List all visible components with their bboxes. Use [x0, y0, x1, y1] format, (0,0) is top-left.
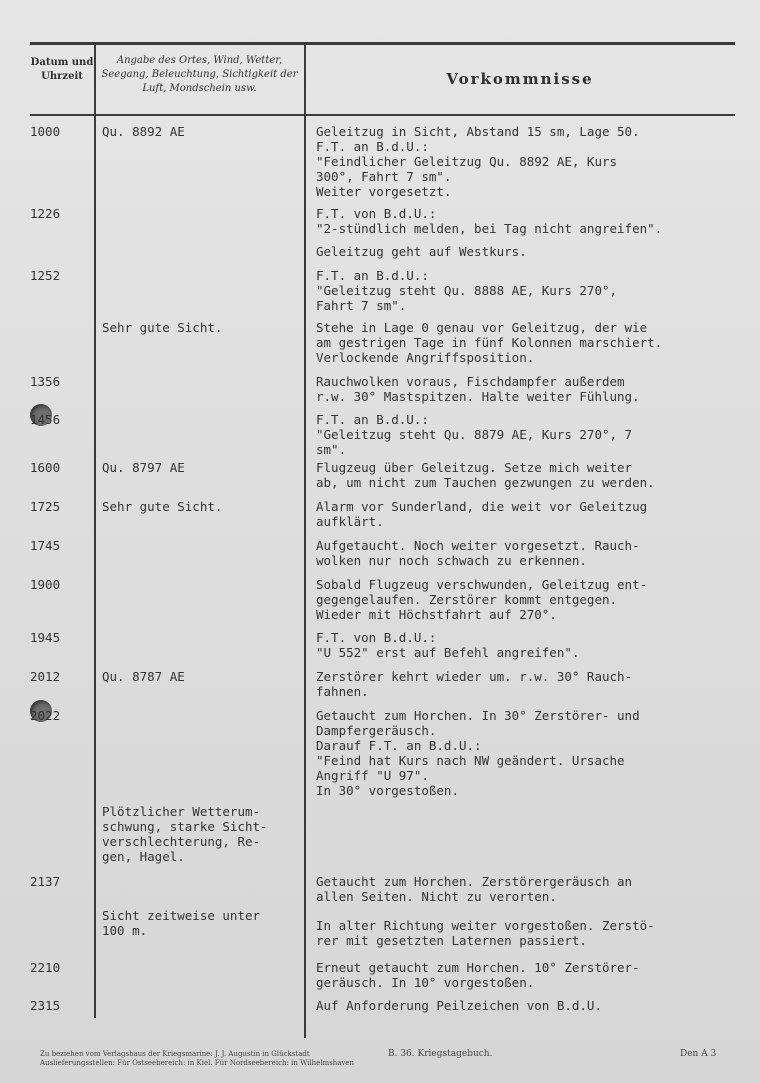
entry-event: Erneut getaucht zum Horchen. 10° Zerstörer- geräusch. In 10° vorgestoßen.: [316, 960, 640, 990]
entry-event: F.T. an B.d.U.: "Geleitzug steht Qu. 8888 AE, Kurs 270°, Fahrt 7 sm".: [316, 268, 618, 313]
entry-event: Geleitzug geht auf Westkurs.: [316, 244, 527, 259]
entry-event: Rauchwolken voraus, Fischdampfer außerdem r.w. 30° Mastspitzen. Halte weiter Fühlung.: [316, 374, 640, 404]
column-divider-1: [94, 42, 96, 1018]
footer-form-code: Den A 3: [680, 1049, 717, 1059]
entry-event: Sobald Flugzeug verschwunden, Geleitzug ent- gegengelaufen. Zerstörer kommt entgegen. Wieder mit Höchstfahrt auf 270°.: [316, 577, 648, 622]
entry-place: Sicht zeitweise unter 100 m.: [102, 908, 261, 938]
entry-time: 1000: [30, 124, 61, 139]
header-date-time: Datum und Uhrzeit: [30, 57, 94, 82]
entry-event: Geleitzug in Sicht, Abstand 15 sm, Lage 50. F.T. an B.d.U.: "Feindlicher Geleitzug Qu. 8892 AE, Kurs 300°, Fahrt 7 sm". Weiter vorgesetzt.: [316, 124, 640, 199]
entry-event: Zerstörer kehrt wieder um. r.w. 30° Rauch- fahnen.: [316, 669, 633, 699]
entry-event: Aufgetaucht. Noch weiter vorgesetzt. Rauch- wolken nur noch schwach zu erkennen.: [316, 538, 640, 568]
entry-time: 1356: [30, 374, 61, 389]
entry-place: Sehr gute Sicht.: [102, 320, 223, 335]
entry-place: Plötzlicher Wetterum- schwung, starke Sicht- verschlechterung, Re- gen, Hagel.: [102, 804, 268, 864]
entry-time: 2137: [30, 874, 61, 889]
header-rule: [30, 114, 735, 116]
entry-event: In alter Richtung weiter vorgestoßen. Zerstö- rer mit gesetzten Laternen passiert.: [316, 918, 655, 948]
entry-event: F.T. von B.d.U.: "2-stündlich melden, bei Tag nicht angreifen".: [316, 206, 663, 236]
entry-time: 1900: [30, 577, 61, 592]
entry-time: 2012: [30, 669, 61, 684]
entry-time: 2210: [30, 960, 61, 975]
column-divider-2: [304, 42, 306, 1038]
header-place-weather: Angabe des Ortes, Wind, Wetter, Seegang, Beleuchtung, Sichtigkeit der Luft, Mondschein usw.: [101, 55, 298, 94]
entry-event: Stehe in Lage 0 genau vor Geleitzug, der wie am gestrigen Tage in fünf Kolonnen marschiert. Verlockende Angriffsposition.: [316, 320, 663, 365]
entry-time: 1945: [30, 630, 61, 645]
entry-time: 1600: [30, 460, 61, 475]
entry-time: 1725: [30, 499, 61, 514]
entry-place: Qu. 8892 AE: [102, 124, 185, 139]
top-rule: [30, 42, 735, 45]
header-events: Vorkommnisse: [446, 70, 594, 88]
entry-time: 1745: [30, 538, 61, 553]
entry-time: 1252: [30, 268, 61, 283]
entry-event: Getaucht zum Horchen. In 30° Zerstörer- und Dampfergeräusch. Darauf F.T. an B.d.U.: "Feind hat Kurs nach NW geändert. Ursache Angriff "U 97". In 30° vorgestoßen.: [316, 708, 640, 798]
entry-event: Auf Anforderung Peilzeichen von B.d.U.: [316, 998, 602, 1013]
entry-time: 2315: [30, 998, 61, 1013]
entry-event: Getaucht zum Horchen. Zerstörergeräusch an allen Seiten. Nicht zu verorten.: [316, 874, 633, 904]
entry-place: Qu. 8787 AE: [102, 669, 185, 684]
footer-form-title: B. 36. Kriegstagebuch.: [388, 1049, 493, 1059]
entry-time: 1456: [30, 412, 61, 427]
entry-event: F.T. von B.d.U.: "U 552" erst auf Befehl angreifen".: [316, 630, 580, 660]
entry-time: 2022: [30, 708, 61, 723]
entry-place: Qu. 8797 AE: [102, 460, 185, 475]
entry-place: Sehr gute Sicht.: [102, 499, 223, 514]
entry-event: Alarm vor Sunderland, die weit vor Geleitzug aufklärt.: [316, 499, 648, 529]
footer-publisher: Zu beziehen vom Verlagshaus der Kriegsmarine: J. J. Augustin in Glückstadt Auslieferungsstellen: Für Ostseebereich: in Kiel. Für Nordseebereich: in Wilhelmshaven: [40, 1050, 355, 1067]
entry-event: F.T. an B.d.U.: "Geleitzug steht Qu. 8879 AE, Kurs 270°, 7 sm".: [316, 412, 633, 457]
entry-event: Flugzeug über Geleitzug. Setze mich weiter ab, um nicht zum Tauchen gezwungen zu werden.: [316, 460, 655, 490]
entry-time: 1226: [30, 206, 61, 221]
